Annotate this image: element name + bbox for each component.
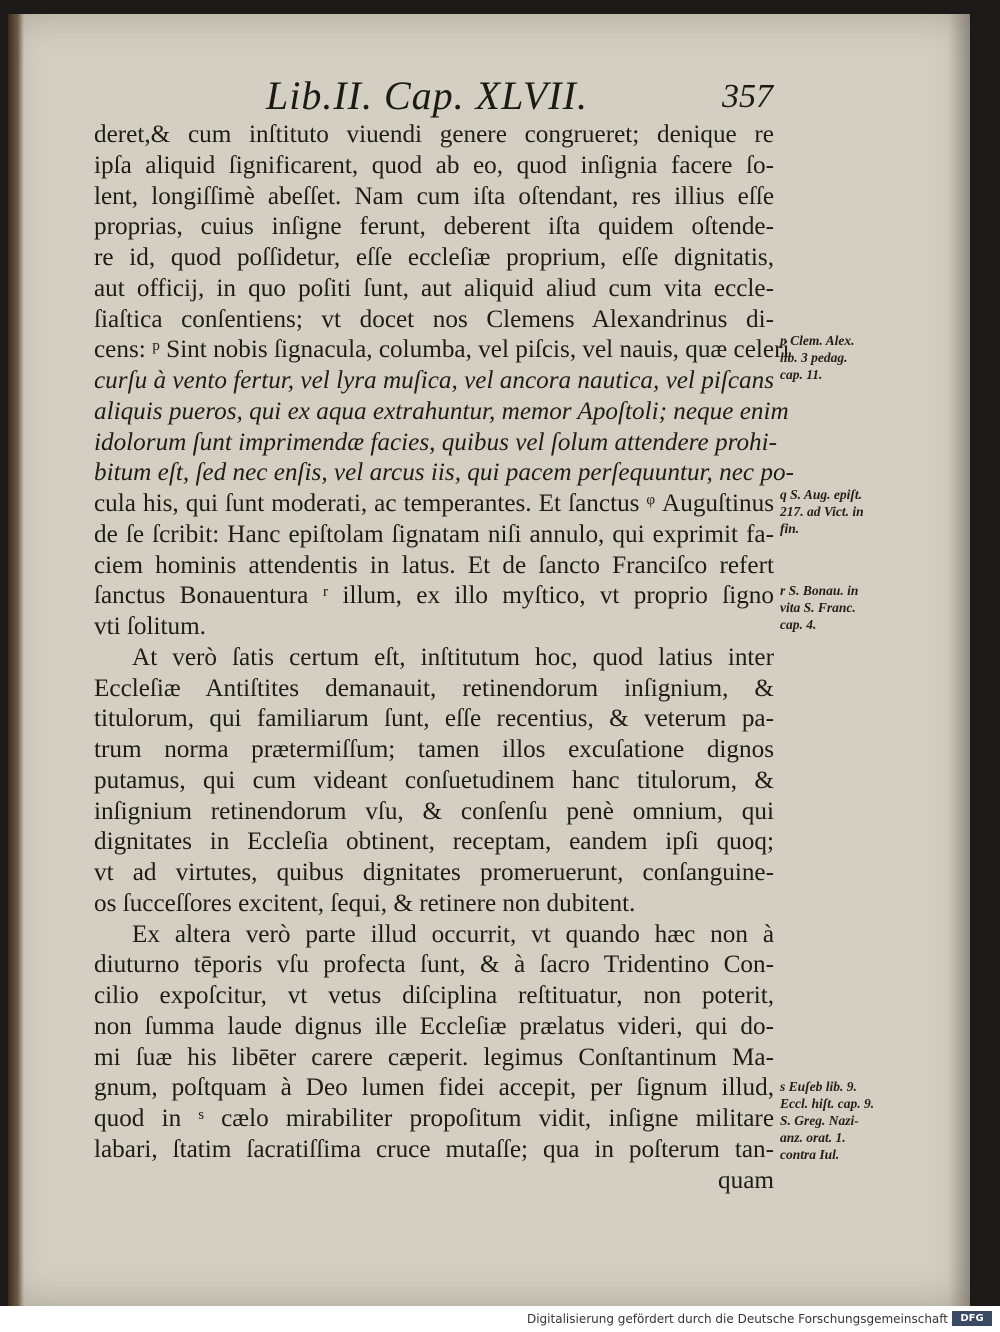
paragraph-start: At verò ſatis certum eſt, inſtitutum hoc, quod latius inter [132, 643, 774, 671]
marginal-note-line: S. Greg. Nazi- [780, 1113, 859, 1128]
text-line: putamus, qui cum videant conſuetudinem hanc titulorum, & [94, 766, 774, 794]
marginal-note-q [780, 486, 910, 537]
text-line: diuturno tēporis vſu profecta ſunt, & à ſacro Tridentino Con- [94, 951, 774, 979]
text-line: vt ad virtutes, quibus dignitates promeruerunt, conſanguine- [94, 859, 774, 886]
marginal-note-line: anz. orat. 1. [780, 1130, 846, 1145]
text-line: labari, ſtatim ſacratiſſima cruce mutaſſe; qua in poſterum tan- [94, 1135, 774, 1163]
text-line: dignitates in Eccleſia obtinent, receptam, eandem ipſi quoq; [94, 828, 774, 856]
text-line: quod in ˢ cælo mirabiliter propoſitum vidit, inſigne militare [94, 1105, 774, 1132]
marginal-note-line: contra Iul. [780, 1147, 840, 1162]
page-header [8, 72, 970, 122]
marginal-note-line: vita S. Franc. [780, 600, 856, 615]
text-line: ciem hominis attendentis in latus. Et de ſancto Franciſco refert [94, 551, 774, 579]
marginal-note-line: Eccl. hiſt. cap. 9. [780, 1096, 875, 1111]
text-line: re id, quod poſſidetur, eſſe eccleſiæ proprium, eſſe dignitatis, [94, 244, 774, 271]
text-line: cens: ᵖ Sint nobis ſignacula, columba, vel piſcis, vel nauis, quæ celeri [94, 336, 790, 364]
marginal-note-p [780, 332, 910, 383]
marginal-note-line: lib. 3 pedag. [780, 350, 848, 365]
text-line: aut officij, in quo poſiti ſunt, aut aliquid aliud cum vita eccle- [94, 274, 774, 302]
marginal-note-r [780, 582, 910, 633]
book-page [8, 14, 970, 1306]
text-line: titulorum, qui familiarum ſunt, eſſe recentius, & veterum pa- [94, 705, 774, 733]
text-line: inſignium retinendorum vſu, & conſenſu penè omnium, qui [94, 797, 774, 825]
text-line: ſanctus Bonauentura ʳ illum, ex illo myſtico, vt proprio ſigno [94, 582, 774, 610]
text-line: mi ſuæ his libēter carere cæperit. legimus Conſtantinum Ma- [94, 1043, 774, 1071]
quote-line: idolorum ſunt imprimendæ facies, quibus vel ſolum attendere prohi- [94, 428, 778, 456]
marginal-note-s [780, 1078, 910, 1163]
text-line: os ſucceſſores excitent, ſequi, & retinere non dubitent. [94, 889, 636, 917]
text-line: lent, longiſſimè abeſſet. Nam cum iſta oſtendant, res illius eſſe [94, 182, 774, 210]
quote-line: aliquis pueros, qui ex aqua extrahuntur, memor Apoſtoli; neque enim [94, 397, 789, 425]
binding-edge [8, 14, 24, 1306]
text-line: proprias, cuius inſigne ferunt, deberent iſta quidem oſtende- [94, 213, 774, 241]
paragraph-start: Ex altera verò parte illud occurrit, vt quando hæc non à [132, 920, 774, 948]
text-line: de ſe ſcribit: Hanc epiſtolam ſignatam niſi annulo, qui exprimit fa- [94, 520, 774, 548]
text-line: gnum, poſtquam à Deo lumen fidei accepit, per ſignum illud, [94, 1074, 774, 1102]
text-line: cula his, qui ſunt moderati, ac temperantes. Et ſanctus ᵠ Auguſtinus [94, 490, 774, 517]
marginal-note-line: cap. 4. [780, 617, 817, 632]
text-line: Eccleſiæ Antiſtites demanauit, retinendorum inſignium, & [94, 674, 774, 702]
text-line: trum norma prætermiſſum; tamen illos excuſatione dignos [94, 736, 774, 763]
quote-line: bitum eſt, ſed nec enſis, vel arcus iis, qui pacem perſequuntur, nec po- [94, 459, 794, 487]
marginal-note-line: cap. 11. [780, 367, 823, 382]
marginal-note-line: r S. Bonau. in [780, 583, 859, 598]
text-line: ipſa aliquid ſignificarent, quod ab eo, quod inſignia facere ſo- [94, 151, 774, 179]
marginal-note-line: s Euſeb lib. 9. [780, 1079, 857, 1094]
marginal-note-line: fin. [780, 521, 800, 536]
digitization-footer [0, 1306, 1000, 1332]
marginal-note-line: 217. ad Vict. in [780, 504, 864, 519]
funding-credit: Digitalisierung gefördert durch die Deutsche Forschungsgemeinschaft [526, 1312, 948, 1326]
text-line: cilio expoſcitur, vt vetus diſciplina reſtituatur, non poterit, [94, 982, 774, 1009]
catchword: quam [718, 1166, 774, 1194]
dfg-logo: DFG [952, 1311, 992, 1326]
text-line: ſiaſtica conſentiens; vt docet nos Clemens Alexandrinus di- [94, 305, 774, 333]
text-line: deret,& cum inſtituto viuendi genere congrueret; denique re [94, 121, 774, 148]
text-line: vti ſolitum. [94, 613, 206, 640]
marginal-note-line: p Clem. Alex. [780, 333, 855, 348]
running-head: Lib.II. Cap. XLVII. [266, 73, 588, 118]
marginal-note-line: q S. Aug. epiſt. [780, 487, 863, 502]
page-number: 357 [722, 78, 773, 115]
quote-line: curſu à vento fertur, vel lyra muſica, vel ancora nautica, vel piſcans [94, 367, 774, 394]
text-line: non ſumma laude dignus ille Eccleſiæ prælatus videri, qui do- [94, 1012, 774, 1040]
